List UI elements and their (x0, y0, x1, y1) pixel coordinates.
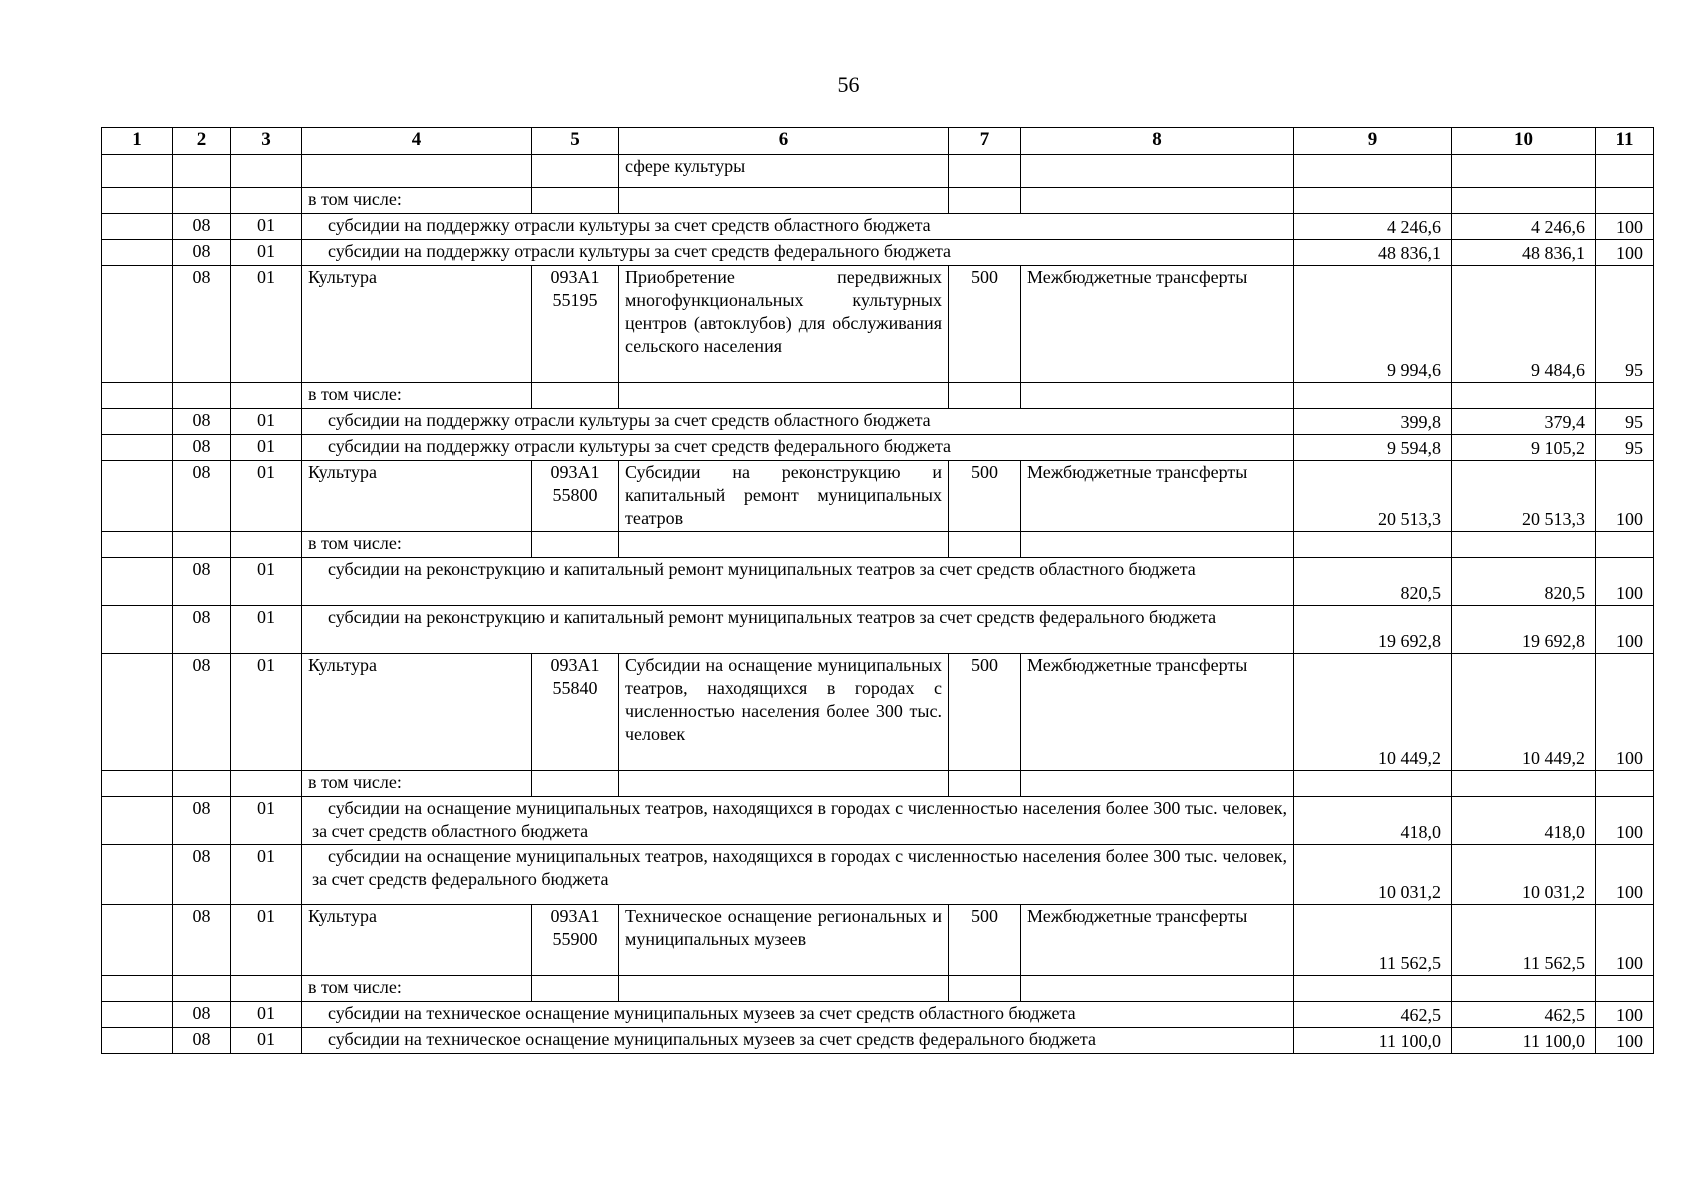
including-row (102, 976, 1654, 1002)
including-row (102, 188, 1654, 214)
subsidy-text: субсидии на поддержку отрасли культуры за счет средств федерального бюджета (302, 435, 1294, 461)
subsidy-text: субсидии на оснащение муниципальных театров, находящихся в городах с численностью населения более 300 тыс. человек, за счет средств федерального бюджета (302, 845, 1294, 905)
table-row (102, 240, 1654, 266)
table-row (102, 1002, 1654, 1028)
subsection-code: 01 (231, 558, 302, 606)
col-header-4: 4 (302, 128, 532, 155)
planned-amount: 9 994,6 (1294, 266, 1452, 383)
section-name: Культура (302, 266, 532, 383)
table-row (102, 435, 1654, 461)
execution-percent: 100 (1596, 240, 1654, 266)
actual-amount: 9 484,6 (1452, 266, 1596, 383)
actual-amount: 379,4 (1452, 409, 1596, 435)
subsection-code: 01 (231, 1028, 302, 1054)
execution-percent: 100 (1596, 1028, 1654, 1054)
table-row (102, 155, 1654, 188)
budget-table (101, 127, 1654, 1054)
subsection-code: 01 (231, 1002, 302, 1028)
subsidy-text: субсидии на оснащение муниципальных театров, находящихся в городах с численностью населения более 300 тыс. человек, за счет средств областного бюджета (302, 797, 1294, 845)
col-header-9: 9 (1294, 128, 1452, 155)
table-row (102, 266, 1654, 383)
table-row (102, 845, 1654, 905)
expense-type-name: Межбюджетные трансферты (1021, 905, 1294, 976)
subsidy-text: субсидии на поддержку отрасли культуры за счет средств областного бюджета (302, 214, 1294, 240)
execution-percent: 100 (1596, 606, 1654, 654)
execution-percent: 95 (1596, 266, 1654, 383)
col-header-6: 6 (619, 128, 949, 155)
section-name: Культура (302, 905, 532, 976)
execution-percent: 95 (1596, 435, 1654, 461)
actual-amount: 20 513,3 (1452, 461, 1596, 532)
planned-amount: 399,8 (1294, 409, 1452, 435)
subsection-code: 01 (231, 409, 302, 435)
including-row (102, 383, 1654, 409)
actual-amount: 48 836,1 (1452, 240, 1596, 266)
subsection-code: 01 (231, 266, 302, 383)
col-header-5: 5 (532, 128, 619, 155)
section-code: 08 (173, 409, 231, 435)
planned-amount: 19 692,8 (1294, 606, 1452, 654)
table-row (102, 797, 1654, 845)
execution-percent: 100 (1596, 905, 1654, 976)
header-row (102, 128, 1654, 155)
subsection-code: 01 (231, 214, 302, 240)
expense-type-code: 500 (949, 905, 1021, 976)
execution-percent: 100 (1596, 797, 1654, 845)
target-article-code: 093А1 55800 (532, 461, 619, 532)
target-article-code: 093А1 55840 (532, 654, 619, 771)
subsection-code: 01 (231, 797, 302, 845)
section-code: 08 (173, 214, 231, 240)
subsidy-text: субсидии на техническое оснащение муниципальных музеев за счет средств федерального бюджета (302, 1028, 1294, 1054)
section-name: Культура (302, 461, 532, 532)
table-row (102, 606, 1654, 654)
section-code: 08 (173, 558, 231, 606)
table-row (102, 558, 1654, 606)
table-row (102, 1028, 1654, 1054)
col-header-11: 11 (1596, 128, 1654, 155)
subsidy-text: субсидии на поддержку отрасли культуры за счет средств областного бюджета (302, 409, 1294, 435)
execution-percent: 100 (1596, 1002, 1654, 1028)
col-header-10: 10 (1452, 128, 1596, 155)
section-code: 08 (173, 797, 231, 845)
execution-percent: 100 (1596, 214, 1654, 240)
expense-type-name: Межбюджетные трансферты (1021, 654, 1294, 771)
program-name-cell: сфере культуры (619, 155, 949, 188)
execution-percent: 100 (1596, 461, 1654, 532)
subsidy-text: субсидии на реконструкцию и капитальный ремонт муниципальных театров за счет средств областного бюджета (302, 558, 1294, 606)
section-code: 08 (173, 905, 231, 976)
execution-percent: 95 (1596, 409, 1654, 435)
actual-amount: 10 449,2 (1452, 654, 1596, 771)
table-row (102, 654, 1654, 771)
actual-amount: 11 100,0 (1452, 1028, 1596, 1054)
actual-amount: 4 246,6 (1452, 214, 1596, 240)
section-code: 08 (173, 606, 231, 654)
subsidy-text: субсидии на поддержку отрасли культуры за счет средств федерального бюджета (302, 240, 1294, 266)
actual-amount: 820,5 (1452, 558, 1596, 606)
section-code: 08 (173, 461, 231, 532)
including-label: в том числе: (302, 976, 532, 1002)
section-name: Культура (302, 654, 532, 771)
including-label: в том числе: (302, 771, 532, 797)
planned-amount: 11 100,0 (1294, 1028, 1452, 1054)
target-article-name: Субсидии на реконструкцию и капитальный ремонт муниципальных театров (619, 461, 949, 532)
planned-amount: 9 594,8 (1294, 435, 1452, 461)
actual-amount: 418,0 (1452, 797, 1596, 845)
execution-percent: 100 (1596, 654, 1654, 771)
section-code: 08 (173, 654, 231, 771)
target-article-name: Субсидии на оснащение муниципальных театров, находящихся в городах с численностью населения более 300 тыс. человек (619, 654, 949, 771)
subsection-code: 01 (231, 606, 302, 654)
planned-amount: 11 562,5 (1294, 905, 1452, 976)
table-row (102, 409, 1654, 435)
table-row (102, 905, 1654, 976)
actual-amount: 462,5 (1452, 1002, 1596, 1028)
section-code: 08 (173, 845, 231, 905)
subsection-code: 01 (231, 461, 302, 532)
col-header-2: 2 (173, 128, 231, 155)
target-article-name: Приобретение передвижных многофункциональных культурных центров (автоклубов) для обслуживания сельского населения (619, 266, 949, 383)
including-label: в том числе: (302, 188, 532, 214)
actual-amount: 19 692,8 (1452, 606, 1596, 654)
expense-type-name: Межбюджетные трансферты (1021, 461, 1294, 532)
including-label: в том числе: (302, 532, 532, 558)
expense-type-code: 500 (949, 654, 1021, 771)
target-article-name: Техническое оснащение региональных и муниципальных музеев (619, 905, 949, 976)
col-header-7: 7 (949, 128, 1021, 155)
actual-amount: 9 105,2 (1452, 435, 1596, 461)
planned-amount: 10 449,2 (1294, 654, 1452, 771)
section-code: 08 (173, 240, 231, 266)
subsidy-text: субсидии на техническое оснащение муниципальных музеев за счет средств областного бюджета (302, 1002, 1294, 1028)
planned-amount: 820,5 (1294, 558, 1452, 606)
col-header-8: 8 (1021, 128, 1294, 155)
subsection-code: 01 (231, 905, 302, 976)
col-header-3: 3 (231, 128, 302, 155)
planned-amount: 462,5 (1294, 1002, 1452, 1028)
subsection-code: 01 (231, 654, 302, 771)
expense-type-name: Межбюджетные трансферты (1021, 266, 1294, 383)
including-label: в том числе: (302, 383, 532, 409)
planned-amount: 48 836,1 (1294, 240, 1452, 266)
expense-type-code: 500 (949, 266, 1021, 383)
planned-amount: 418,0 (1294, 797, 1452, 845)
target-article-code: 093А1 55195 (532, 266, 619, 383)
col-header-1: 1 (102, 128, 173, 155)
execution-percent: 100 (1596, 558, 1654, 606)
planned-amount: 20 513,3 (1294, 461, 1452, 532)
actual-amount: 11 562,5 (1452, 905, 1596, 976)
table-row (102, 214, 1654, 240)
subsection-code: 01 (231, 845, 302, 905)
subsection-code: 01 (231, 240, 302, 266)
subsection-code: 01 (231, 435, 302, 461)
actual-amount: 10 031,2 (1452, 845, 1596, 905)
section-code: 08 (173, 435, 231, 461)
planned-amount: 10 031,2 (1294, 845, 1452, 905)
including-row (102, 532, 1654, 558)
table-row (102, 461, 1654, 532)
planned-amount: 4 246,6 (1294, 214, 1452, 240)
expense-type-code: 500 (949, 461, 1021, 532)
page-number: 56 (837, 72, 860, 97)
subsidy-text: субсидии на реконструкцию и капитальный ремонт муниципальных театров за счет средств федерального бюджета (302, 606, 1294, 654)
including-row (102, 771, 1654, 797)
execution-percent: 100 (1596, 845, 1654, 905)
section-code: 08 (173, 1002, 231, 1028)
section-code: 08 (173, 266, 231, 383)
section-code: 08 (173, 1028, 231, 1054)
target-article-code: 093А1 55900 (532, 905, 619, 976)
